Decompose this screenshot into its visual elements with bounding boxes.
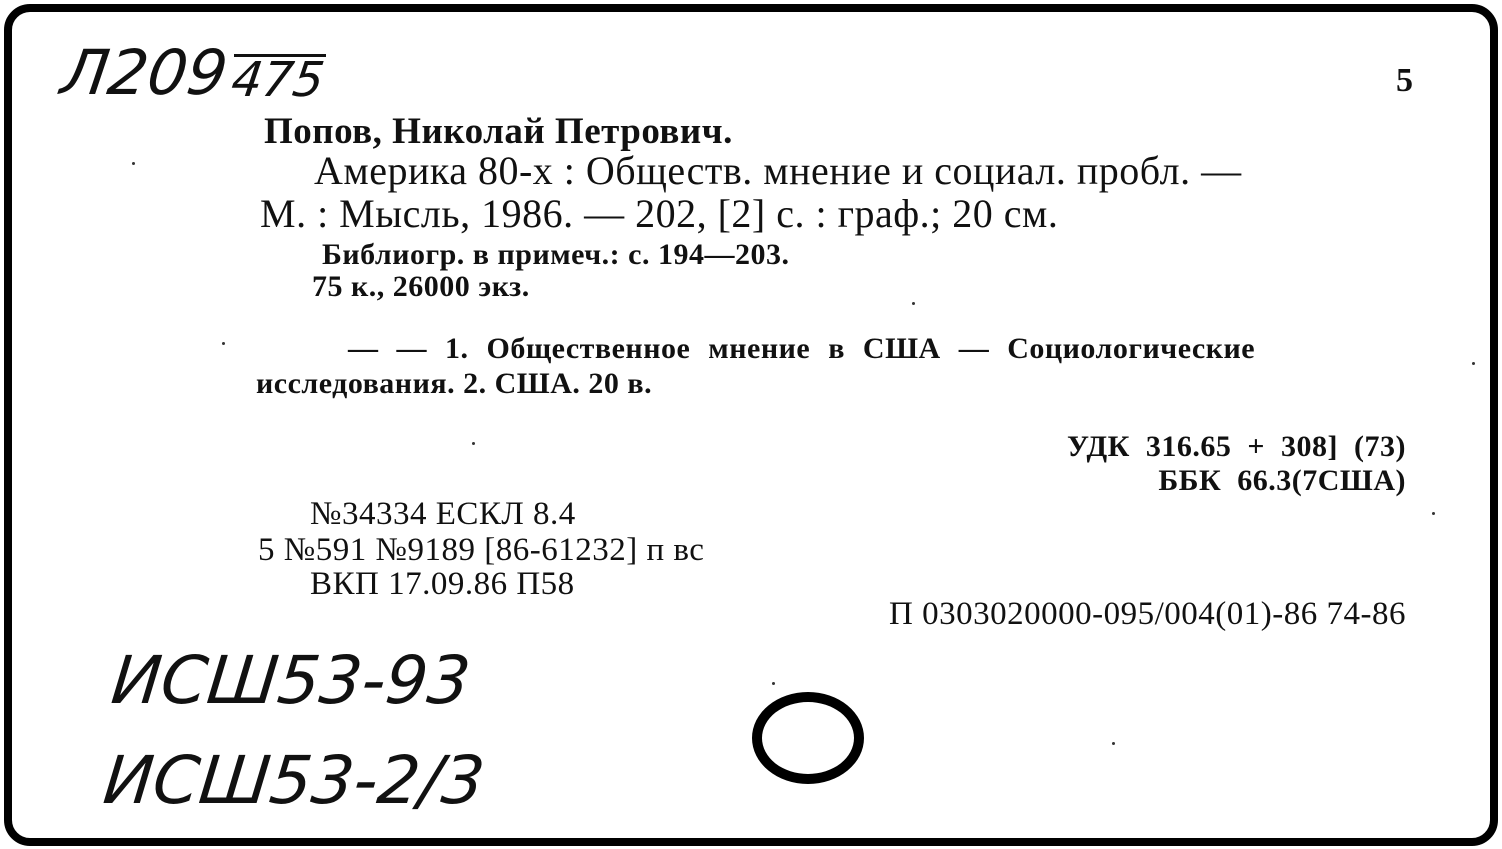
page-number: 5: [1396, 62, 1413, 99]
index-code: П 0303020000-095/004(01)-86 74-86: [889, 596, 1406, 632]
scan-speck: [912, 302, 915, 305]
bibliography-note: Библиогр. в примеч.: с. 194—203.: [322, 238, 790, 271]
scan-speck: [772, 682, 775, 685]
catalog-card: [4, 4, 1498, 846]
title-line-2: М. : Мысль, 1986. — 202, [2] с. : граф.; 20 см.: [260, 191, 1059, 236]
scan-speck: [472, 442, 475, 445]
bbk-code: ББК 66.3(7США): [1158, 464, 1406, 497]
scan-speck: [1112, 742, 1115, 745]
scan-speck: [132, 162, 135, 165]
udk-code: УДК 316.65 + 308] (73): [1067, 430, 1406, 463]
handwritten-superscript: 475: [228, 52, 328, 108]
price-copies-note: 75 к., 26000 экз.: [312, 270, 530, 303]
tech-line-3: ВКП 17.09.86 П58: [310, 566, 575, 602]
scan-speck: [1472, 362, 1475, 365]
handwritten-call-number: Л209: [56, 36, 233, 109]
tech-line-1: №34334 ЕСКЛ 8.4: [310, 496, 576, 532]
handwritten-shelf-code-2: ИСШ53-2/3: [99, 742, 489, 819]
subjects-line-2: исследования. 2. США. 20 в.: [256, 367, 653, 400]
handwritten-shelf-code-1: ИСШ53-93: [107, 642, 474, 719]
punch-hole-circle: [752, 692, 864, 784]
author-heading: Попов, Николай Петрович.: [264, 111, 733, 152]
tech-line-2: 5 №591 №9189 [86-61232] п вс: [258, 532, 705, 568]
title-line-1: Америка 80-х : Обществ. мнение и социал. пробл. —: [314, 148, 1242, 193]
subjects-line-1: — — 1. Общественное мнение в США — Социологические: [348, 332, 1256, 365]
scan-speck: [222, 342, 225, 345]
scan-speck: [1432, 512, 1435, 515]
